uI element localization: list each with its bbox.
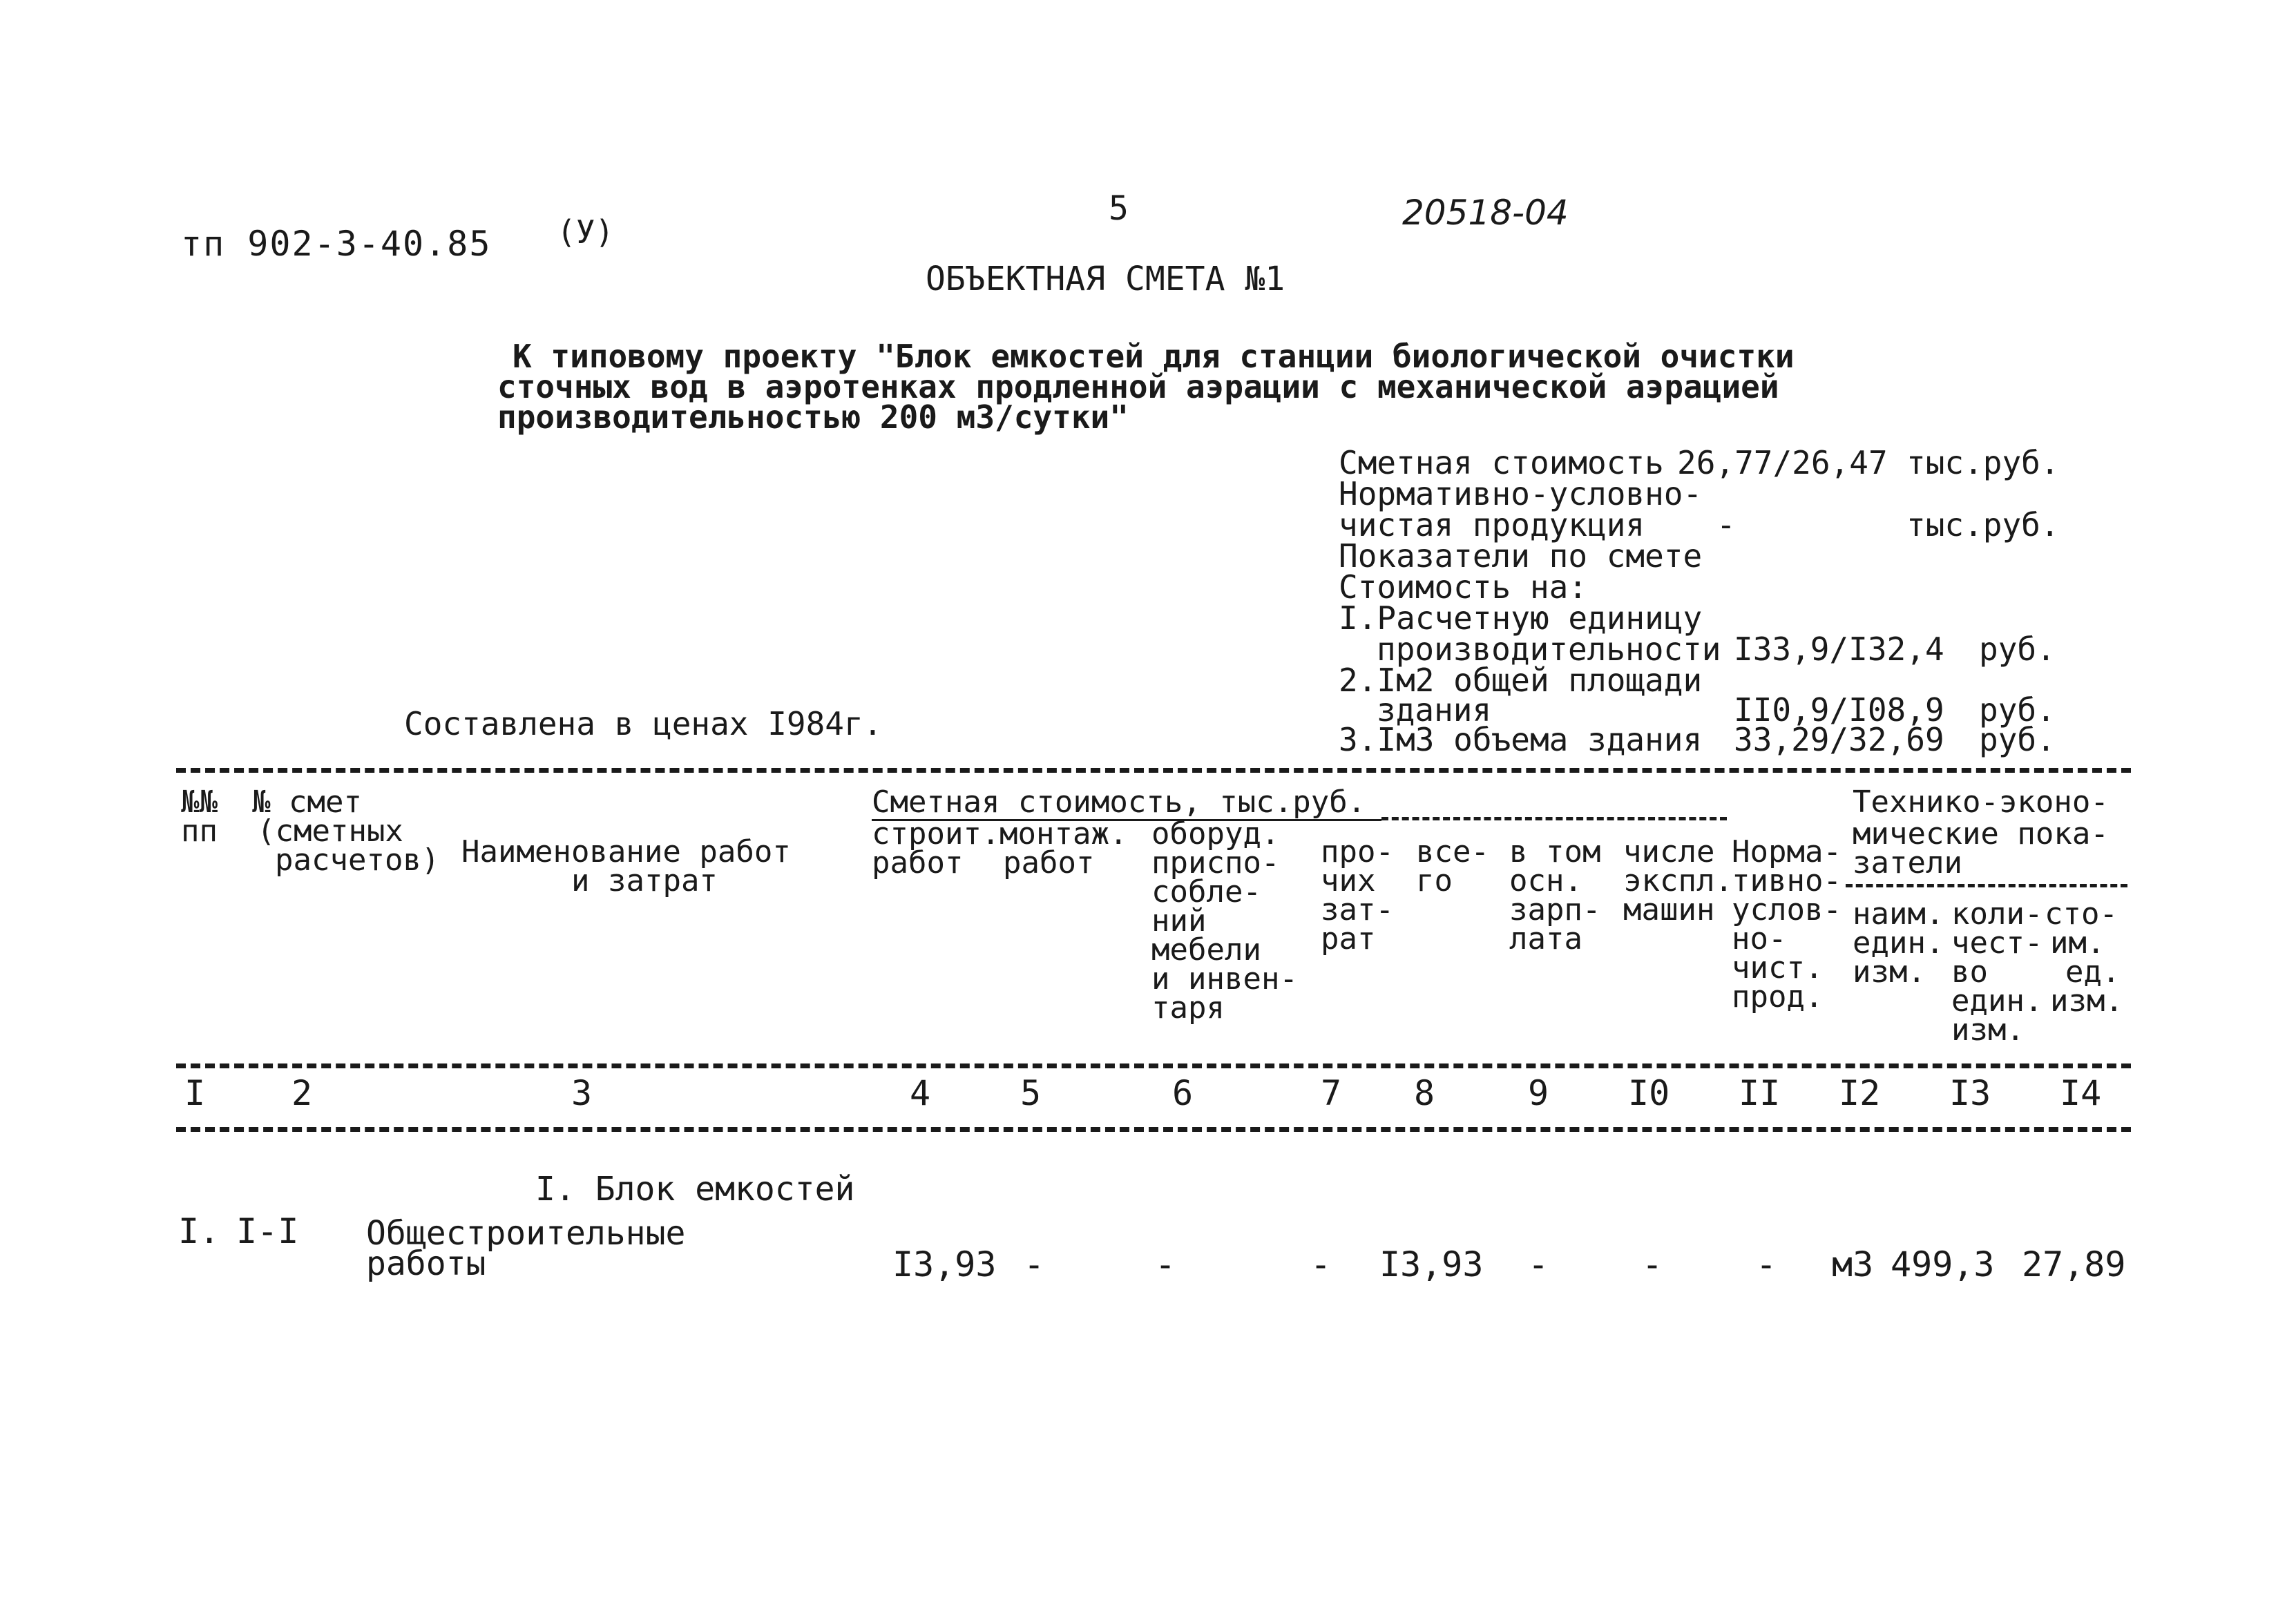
header-tech-group-1: Технико-эконо- [1853,784,2109,820]
header-unit-2: един. [1853,925,1944,961]
project-line-1: К типовому проекту "Блок емкостей для станции биологической очистки [513,338,1795,375]
document-variant: (У) [557,213,615,251]
document-code: тп 902-3-40.85 [181,224,492,264]
header-cost-group-rule [1381,817,1727,820]
header-unit-cost-1: сто- [2045,896,2118,932]
header-quantity-3: во [1951,954,1988,990]
header-unit-3: изм. [1853,954,1926,990]
header-equipment-6: и инвен- [1151,961,1298,997]
header-total-1: все- [1416,834,1489,869]
row-other: - [1310,1244,1332,1284]
header-tech-group-3: затели [1853,845,1962,880]
header-normative-6: прод. [1732,979,1824,1014]
normative-label-1: Нормативно-условно- [1339,475,1703,512]
header-estimate-3: расчетов) [275,843,440,878]
header-quantity-5: изм. [1951,1012,2025,1048]
table-top-rule [176,768,2131,773]
indicator-2-label-2: здания [1377,691,1492,729]
header-equipment-4: ний [1151,903,1207,938]
column-number: 5 [1020,1073,1042,1113]
header-other-4: рат [1321,921,1376,956]
header-installation-2: работ [1003,845,1095,880]
row-total: I3,93 [1379,1244,1484,1284]
normative-unit: тыс.руб. [1906,506,2060,543]
page-number: 5 [1109,189,1129,228]
indicator-1-value: I33,9/I32,4 [1734,630,1944,668]
header-wages-2: осн. [1509,863,1582,898]
cost-unit: тыс.руб. [1906,444,2060,481]
row-construction: I3,93 [892,1244,997,1284]
indicator-3-value: 33,29/32,69 [1734,721,1944,758]
header-normative-3: услов- [1732,892,1841,927]
column-number: I [184,1073,206,1113]
project-line-2: сточных вод в аэротенках продленной аэрации с механической аэрацией [497,368,1779,405]
indicator-2-value: II0,9/I08,9 [1734,691,1944,729]
column-number: I4 [2060,1073,2102,1113]
project-line-3: производительностью 200 м3/сутки" [497,398,1129,436]
header-num-2: пп [181,814,218,849]
row-wages: - [1528,1244,1549,1284]
header-other-2: чих [1321,863,1376,898]
column-number: I2 [1839,1073,1881,1113]
row-name-2: работы [366,1244,486,1283]
header-equipment-2: приспо- [1151,845,1280,880]
indicator-3-unit: руб. [1979,721,2056,758]
cost-on-label: Стоимость на: [1339,568,1588,606]
header-quantity-4: един. [1951,983,2043,1019]
header-machines-1: числе [1623,834,1715,869]
header-construction-2: работ [872,845,964,880]
row-unit-cost: 27,89 [2022,1244,2126,1284]
header-wages-1: в том [1509,834,1601,869]
row-normative: - [1756,1244,1777,1284]
row-installation: - [1024,1244,1045,1284]
header-equipment-3: собле- [1151,874,1261,909]
indicator-1-label-2: производительности [1377,630,1721,668]
header-equipment-1: оборуд. [1151,816,1280,851]
normative-label-2: чистая продукция [1339,506,1645,543]
table-header-rule [176,1063,2131,1068]
header-normative-4: но- [1732,921,1787,956]
header-normative-5: чист. [1732,950,1824,985]
cost-value: 26,77/26,47 [1677,444,1888,481]
column-number: I0 [1628,1073,1670,1113]
indicators-label: Показатели по смете [1339,537,1703,575]
header-quantity-1: коли- [1951,896,2043,932]
header-unit-1: наим. [1853,896,1944,932]
section-title: I. Блок емкостей [535,1170,855,1209]
header-machines-3: машин [1623,892,1715,927]
header-name-1: Наименование работ [461,834,791,869]
header-other-3: зат- [1321,892,1394,927]
column-number: 9 [1528,1073,1549,1113]
cost-label: Сметная стоимость [1339,444,1664,481]
header-installation-1: монтаж. [999,816,1128,851]
table-numbers-rule [176,1127,2131,1132]
row-unit: м3 [1832,1244,1874,1284]
header-num-1: №№ [181,784,218,820]
indicator-2-label-1: 2.Iм2 общей площади [1339,662,1703,699]
row-equipment: - [1155,1244,1176,1284]
header-unit-cost-2: им. [2050,925,2105,961]
header-tech-group-2: мические пока- [1853,816,2109,851]
header-wages-4: лата [1509,921,1582,956]
header-wages-3: зарп- [1509,892,1601,927]
header-estimate-1: № смет [252,784,362,820]
column-number: 7 [1321,1073,1342,1113]
header-unit-cost-4: изм. [2050,983,2123,1019]
row-machines: - [1642,1244,1663,1284]
column-number: 2 [291,1073,313,1113]
header-machines-2: экспл. [1623,863,1733,898]
header-other-1: про- [1321,834,1394,869]
row-name-1: Общестроительные [366,1214,686,1253]
header-construction-1: строит. [872,816,1000,851]
header-normative-2: тивно- [1732,863,1841,898]
normative-value: - [1716,506,1736,543]
header-equipment-5: мебели [1151,932,1261,968]
row-estimate: I-I [236,1211,299,1251]
header-estimate-2: (сметных [257,814,403,849]
header-normative-1: Норма- [1732,834,1841,869]
row-number: I. [178,1211,220,1251]
header-unit-cost-3: ед. [2065,954,2121,990]
header-name-2: и затрат [571,863,718,898]
indicator-2-unit: руб. [1979,691,2056,729]
column-number: 3 [571,1073,593,1113]
archive-number: 20518-04 [1402,193,1569,233]
column-number: 8 [1414,1073,1435,1113]
indicator-3-label: 3.Iм3 объема здания [1339,721,1703,758]
page-title: ОБЪЕКТНАЯ СМЕТА №1 [926,260,1285,298]
header-cost-group: Сметная стоимость, тыс.руб. [872,784,1366,820]
indicator-1-label-1: I.Расчетную единицу [1339,599,1703,637]
column-number: II [1739,1073,1781,1113]
header-quantity-2: чест- [1951,925,2043,961]
header-total-2: го [1416,863,1453,898]
header-equipment-7: таря [1151,990,1225,1026]
column-number: I3 [1949,1073,1991,1113]
header-tech-group-rule [1846,884,2127,887]
column-number: 6 [1172,1073,1194,1113]
column-number: 4 [910,1073,931,1113]
indicator-1-unit: руб. [1979,630,2056,668]
prices-note: Составлена в ценах I984г. [404,705,883,742]
row-quantity: 499,3 [1891,1244,1995,1284]
